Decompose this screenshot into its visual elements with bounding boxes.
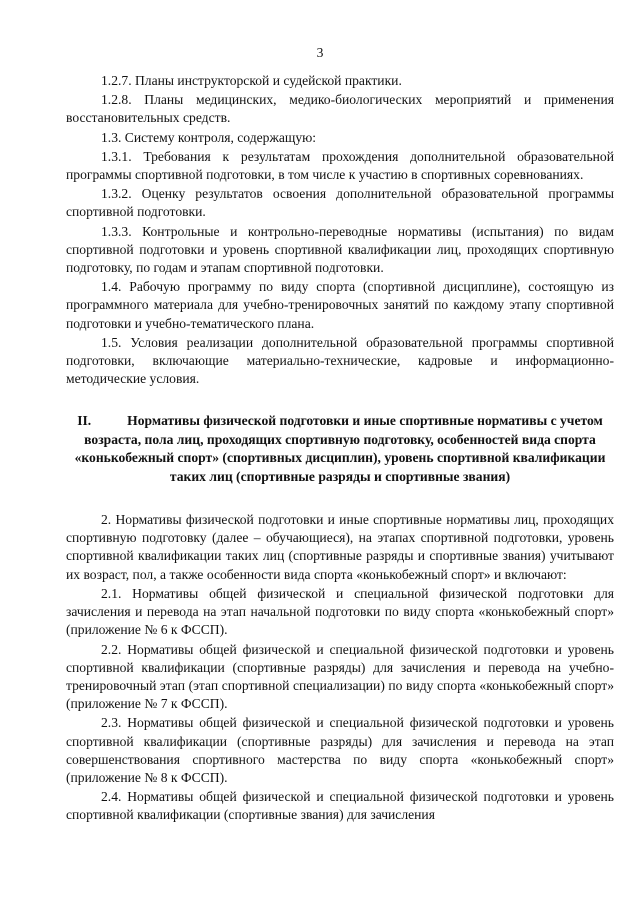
page-number: 3 [316,45,324,60]
paragraph-1-3-3: 1.3.3. Контрольные и контрольно-переводные нормативы (испытания) по видам спортивной подготовки и уровень спортивной квалификации лиц, проходящих спортивную подготовку, по годам и этапам спортивной подготовки. [66,223,614,276]
section-heading [66,412,614,486]
paragraph-2-1: 2.1. Нормативы общей физической и специальной физической подготовки для зачисления и перевода на этап начальной подготовки по виду спорта «конькобежный спорт» (приложение № 6 к ФССП). [66,585,614,638]
paragraph-1-2-7: 1.2.7. Планы инструкторской и судейской практики. [101,73,402,88]
paragraph-2-4: 2.4. Нормативы общей физической и специальной физической подготовки и уровень спортивной квалификации (спортивные звания) для зачисления [66,789,614,823]
paragraph-1-4: 1.4. Рабочую программу по виду спорта (спортивной дисциплине), состоящую из программного материала для учебно-тренировочных занятий по каждому этапу спортивной подготовки и учебно-тематического плана. [66,279,614,331]
paragraph-1-3-2: 1.3.2. Оценку результатов освоения дополнительной образовательной программы спортивной подготовки. [66,186,614,220]
paragraph-2-3: 2.3. Нормативы общей физической и специальной физической подготовки и уровень спортивной квалификации (спортивные разряды) для зачисления и перевода на этап совершенствования спортивного мастерства по виду спорта «конькобежный спорт» (приложение № 8 к ФССП). [66,715,614,785]
paragraph-1-2-8: 1.2.8. Планы медицинских, медико-биологических мероприятий и применения восстановительных средств. [66,92,614,126]
paragraph-1-3-1: 1.3.1. Требования к результатам прохождения дополнительной образовательной программы спортивной подготовки, в том числе к участию в спортивных соревнованиях. [66,148,614,183]
section-title: Нормативы физической подготовки и иные спортивные нормативы с учетом возраста, пола лиц, проходящих спортивную подготовку, особенностей вида спорта «конькобежный спорт» (спортивных дисциплин), уровень спортивной квалификации таких лиц (спортивные разряды и спортивные звания) [74,413,606,484]
paragraph-1-3: 1.3. Систему контроля, содержащую: [101,129,317,145]
paragraph-1-5: 1.5. Условия реализации дополнительной образовательной программы спортивной подготовки, включающие материально-технические, кадровые и информационно-методические условия. [66,334,614,387]
paragraph-2-2: 2.2. Нормативы общей физической и специальной физической подготовки и уровень спортивной квалификации (спортивные разряды) для зачисления и перевода на учебно-тренировочный этап (этап спортивной специализации) по виду спорта «конькобежный спорт» (приложение № 7 к ФССП). [66,641,614,712]
section-number: II. [77,413,92,429]
paragraph-2: 2. Нормативы физической подготовки и иные спортивные нормативы лиц, проходящих спортивную подготовку (далее – обучающиеся), на этапах спортивной подготовки, уровень спортивной квалификации таких лиц (спортивные разряды и спортивные звания) учитывают их возраст, пол, а также особенности вида спорта «конькобежный спорт» и включают: [66,512,614,582]
document-body [66,72,614,826]
